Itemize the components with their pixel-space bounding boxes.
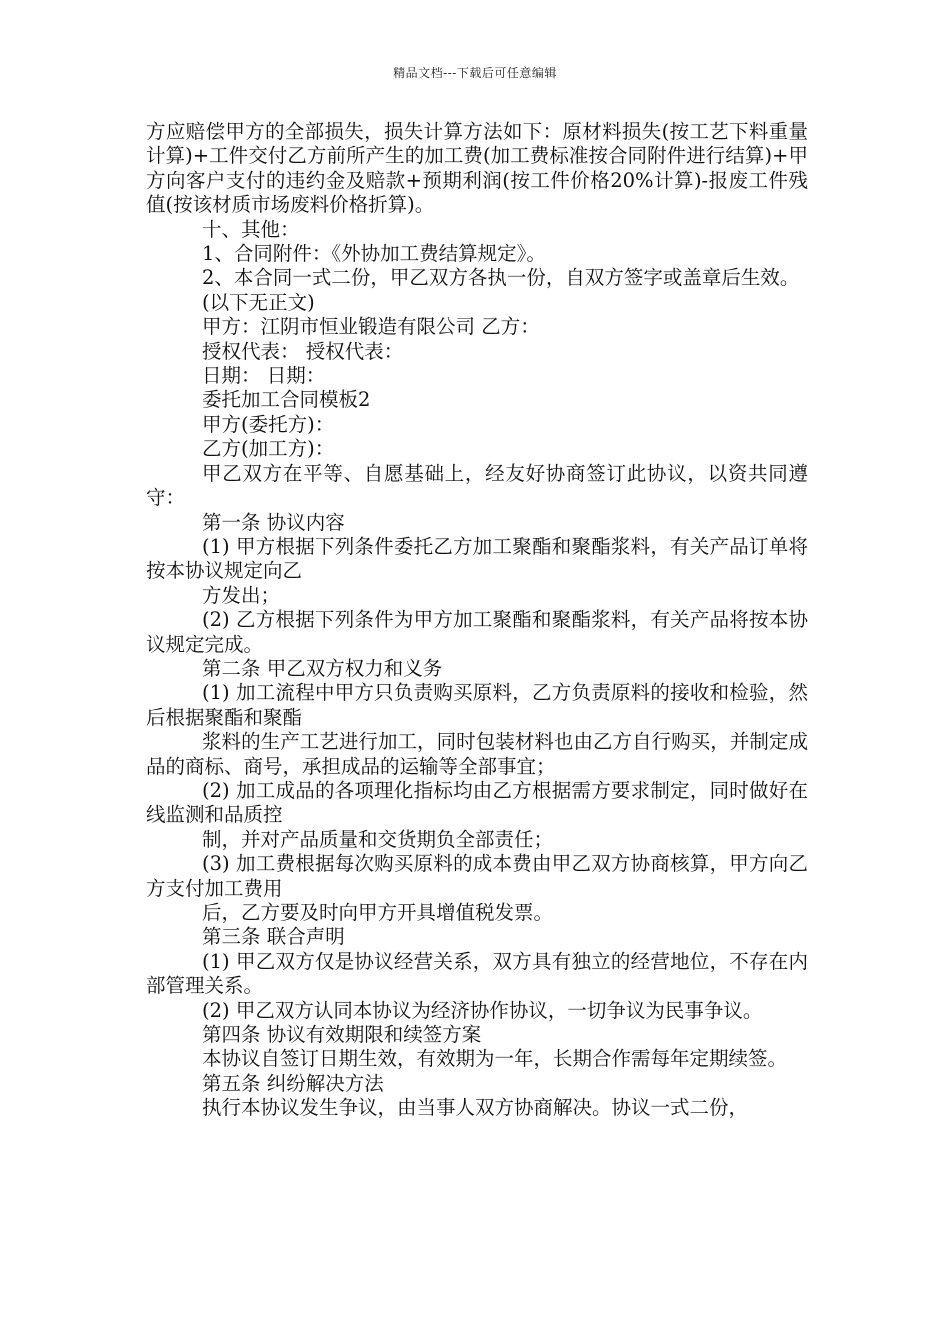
article-two-item-two-cont: 制，并对产品质量和交货期负全部责任； (202, 827, 554, 851)
article-two-heading: 第二条 甲乙双方权力和义务 (202, 656, 443, 680)
signature-dates: 日期： 日期： (202, 364, 326, 388)
article-five-body: 执行本协议发生争议，由当事人双方协商解决。协议一式二份， (202, 1096, 749, 1120)
section-ten-heading: 十、其他： (202, 217, 300, 241)
page-header: 精品文档---下载后可任意编辑 (393, 66, 557, 80)
paragraph-loss-calculation: 方应赔偿甲方的全部损失，损失计算方法如下：原材料损失(按工艺下料重量计算)+工件交付乙方前所产生的加工费(加工费标准按合同附件进行结算)+甲方向客户支付的违约金及赔款+预期利润(按工件价格20%计算)-报废工件残值(按该材质市场废料价格折算)。 (146, 120, 808, 217)
article-two-item-three-cont: 后，乙方要及时向甲方开具增值税发票。 (202, 901, 554, 924)
article-one-item-one: (1) 甲方根据下列条件委托乙方加工聚酯和聚酯浆料，有关产品订单将按本协议规定向乙 (146, 534, 808, 583)
article-two-item-three: (3) 加工费根据每次购买原料的成本费由甲乙双方协商核算，甲方向乙方支付加工费用 (146, 852, 808, 900)
article-four-heading: 第四条 协议有效期限和续签方案 (202, 1023, 482, 1047)
article-three-item-one: (1) 甲乙双方仅是协议经营关系，双方具有独立的经营地位，不存在内部管理关系。 (146, 949, 808, 998)
article-one-heading: 第一条 协议内容 (202, 510, 345, 534)
signature-representatives: 授权代表： 授权代表： (202, 339, 404, 363)
paragraph-no-more-text: (以下无正文) (202, 290, 315, 314)
template-two-title: 委托加工合同模板2 (202, 388, 371, 412)
article-one-item-one-cont: 方发出； (202, 583, 281, 607)
paragraph-attachment: 1、合同附件：《外协加工费结算规定》。 (202, 242, 546, 266)
paragraph-preamble: 甲乙双方在平等、自愿基础上，经友好协商签订此协议，以资共同遵守： (146, 461, 808, 510)
article-five-heading: 第五条 纠纷解决方法 (202, 1071, 384, 1095)
paragraph-copies: 2、本合同一式二份，甲乙双方各执一份，自双方签字或盖章后生效。 (202, 266, 800, 290)
party-a-label: 甲方(委托方)： (202, 412, 335, 436)
article-two-item-two: (2) 加工成品的各项理化指标均由乙方根据需方要求制定，同时做好在线监测和品质控 (146, 778, 808, 827)
article-three-heading: 第三条 联合声明 (202, 925, 345, 949)
document-body (146, 120, 808, 1121)
party-b-label: 乙方(加工方)： (202, 437, 335, 461)
article-two-item-one: (1) 加工流程中甲方只负责购买原料，乙方负责原料的接收和检验，然后根据聚酯和聚酯 (146, 681, 808, 729)
article-two-item-one-cont: 浆料的生产工艺进行加工，同时包装材料也由乙方自行购买，并制定成品的商标、商号，承担成品的运输等全部事宜； (146, 730, 808, 778)
signature-parties: 甲方：江阴市恒业锻造有限公司 乙方： (202, 315, 540, 339)
article-three-item-two: (2) 甲乙双方认同本协议为经济协作协议，一切争议为民事争议。 (202, 998, 763, 1022)
article-one-item-two: (2) 乙方根据下列条件为甲方加工聚酯和聚酯浆料，有关产品将按本协议规定完成。 (146, 608, 808, 656)
article-four-body: 本协议自签订日期生效，有效期为一年，长期合作需每年定期续签。 (202, 1047, 788, 1071)
